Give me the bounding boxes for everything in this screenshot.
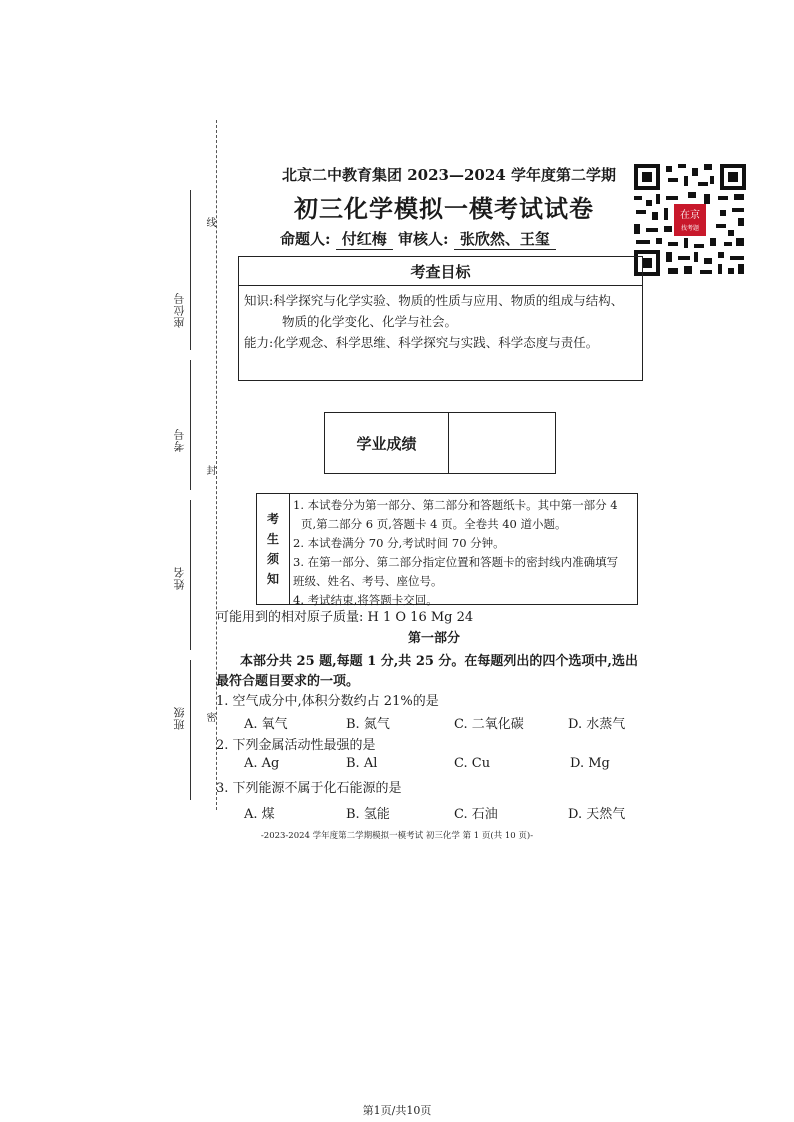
notice-label-char: 生 bbox=[266, 532, 279, 546]
page-number: 第1页/共10页 bbox=[362, 1104, 432, 1117]
question-2-option-d[interactable]: D. Mg bbox=[570, 756, 610, 771]
question-3-option-a[interactable]: A. 煤 bbox=[244, 807, 275, 822]
question-2-option-a[interactable]: A. Ag bbox=[244, 756, 280, 771]
objectives-knowledge-2: 物质的化学变化、化学与社会。 bbox=[282, 314, 458, 329]
part1-title: 第一部分 bbox=[408, 631, 461, 646]
name-label: 姓名 bbox=[173, 566, 186, 590]
svg-text:找考题: 找考题 bbox=[680, 225, 700, 232]
line-mark: 线 bbox=[204, 217, 215, 227]
question-3-option-d[interactable]: D. 天然气 bbox=[568, 807, 626, 822]
class-label: 班级 bbox=[173, 706, 186, 730]
part1-instruction-1: 本部分共 25 题,每题 1 分,共 25 分。在每题列出的四个选项中,选出 bbox=[240, 654, 638, 669]
seal-mark: 封 bbox=[204, 465, 215, 475]
candidate-notice bbox=[256, 493, 638, 605]
svg-text:在京: 在京 bbox=[680, 210, 700, 221]
question-1-option-c[interactable]: C. 二氧化碳 bbox=[454, 717, 524, 732]
objectives-divider bbox=[239, 285, 642, 286]
objectives-box bbox=[238, 256, 643, 381]
reviewer-name: 张欣然、王玺 bbox=[454, 228, 556, 250]
question-3-stem: 3. 下列能源不属于化石能源的是 bbox=[216, 781, 402, 796]
objectives-knowledge-1: 知识:科学探究与化学实验、物质的性质与应用、物质的组成与结构、 bbox=[244, 293, 624, 308]
notice-label-char: 考 bbox=[266, 512, 279, 526]
notice-item: 3. 在第一部分、第二部分指定位置和答题卡的密封线内准确填写 bbox=[293, 555, 619, 569]
notice-item: 4. 考试结束,将答题卡交回。 bbox=[293, 593, 438, 607]
question-2-option-b[interactable]: B. Al bbox=[346, 756, 378, 771]
notice-label bbox=[257, 494, 290, 604]
exam-footer: -2023-2024 学年度第二学期模拟一模考试 初三化学 第 1 页(共 10 页)- bbox=[260, 831, 534, 841]
question-3-option-b[interactable]: B. 氢能 bbox=[346, 807, 390, 822]
author-name: 付红梅 bbox=[336, 228, 393, 250]
class-fill-line bbox=[190, 660, 191, 800]
name-fill-line bbox=[190, 500, 191, 650]
question-1-option-a[interactable]: A. 氧气 bbox=[244, 717, 288, 732]
reviewer-label: 审核人: bbox=[398, 230, 449, 248]
notice-items bbox=[293, 496, 618, 610]
notice-item: 2. 本试卷满分 70 分,考试时间 70 分钟。 bbox=[293, 536, 505, 550]
notice-item: 页,第二部分 6 页,答题卡 4 页。全卷共 40 道小题。 bbox=[301, 517, 567, 531]
seat-fill-line bbox=[190, 190, 191, 350]
notice-label-char: 须 bbox=[266, 552, 279, 566]
seat-label: 座位号 bbox=[173, 292, 186, 328]
question-2-stem: 2. 下列金属活动性最强的是 bbox=[216, 738, 376, 753]
question-2-option-c[interactable]: C. Cu bbox=[454, 756, 491, 771]
qr-code[interactable] bbox=[632, 162, 748, 278]
question-1-option-d[interactable]: D. 水蒸气 bbox=[568, 717, 626, 732]
objectives-title: 考查目标 bbox=[410, 263, 471, 281]
question-1-option-b[interactable]: B. 氮气 bbox=[346, 717, 390, 732]
author-label: 命题人: bbox=[280, 230, 331, 248]
objectives-ability: 能力:化学观念、科学思维、科学探究与实践、科学态度与责任。 bbox=[244, 335, 599, 350]
authors-line bbox=[280, 228, 556, 250]
score-value-cell[interactable] bbox=[449, 413, 555, 473]
secret-mark: 密 bbox=[204, 712, 215, 722]
atomic-mass-line: 可能用到的相对原子质量: H 1 O 16 Mg 24 bbox=[216, 610, 474, 625]
exam-subtitle: 北京二中教育集团 2023—2024 学年度第二学期 bbox=[282, 166, 616, 184]
score-box bbox=[324, 412, 556, 474]
exam-no-fill-line bbox=[190, 360, 191, 490]
part1-instruction-2: 最符合题目要求的一项。 bbox=[216, 674, 360, 689]
notice-item: 班级、姓名、考号、座位号。 bbox=[293, 574, 443, 588]
qr-code-icon bbox=[632, 162, 748, 278]
notice-item: 1. 本试卷分为第一部分、第二部分和答题纸卡。其中第一部分 4 bbox=[293, 498, 618, 512]
score-label: 学业成绩 bbox=[325, 413, 449, 473]
question-1-stem: 1. 空气成分中,体积分数约占 21%的是 bbox=[216, 694, 439, 709]
notice-label-char: 知 bbox=[266, 572, 279, 586]
exam-title: 初三化学模拟一模考试试卷 bbox=[294, 194, 594, 223]
question-3-option-c[interactable]: C. 石油 bbox=[454, 807, 498, 822]
exam-no-label: 考号 bbox=[173, 428, 186, 452]
